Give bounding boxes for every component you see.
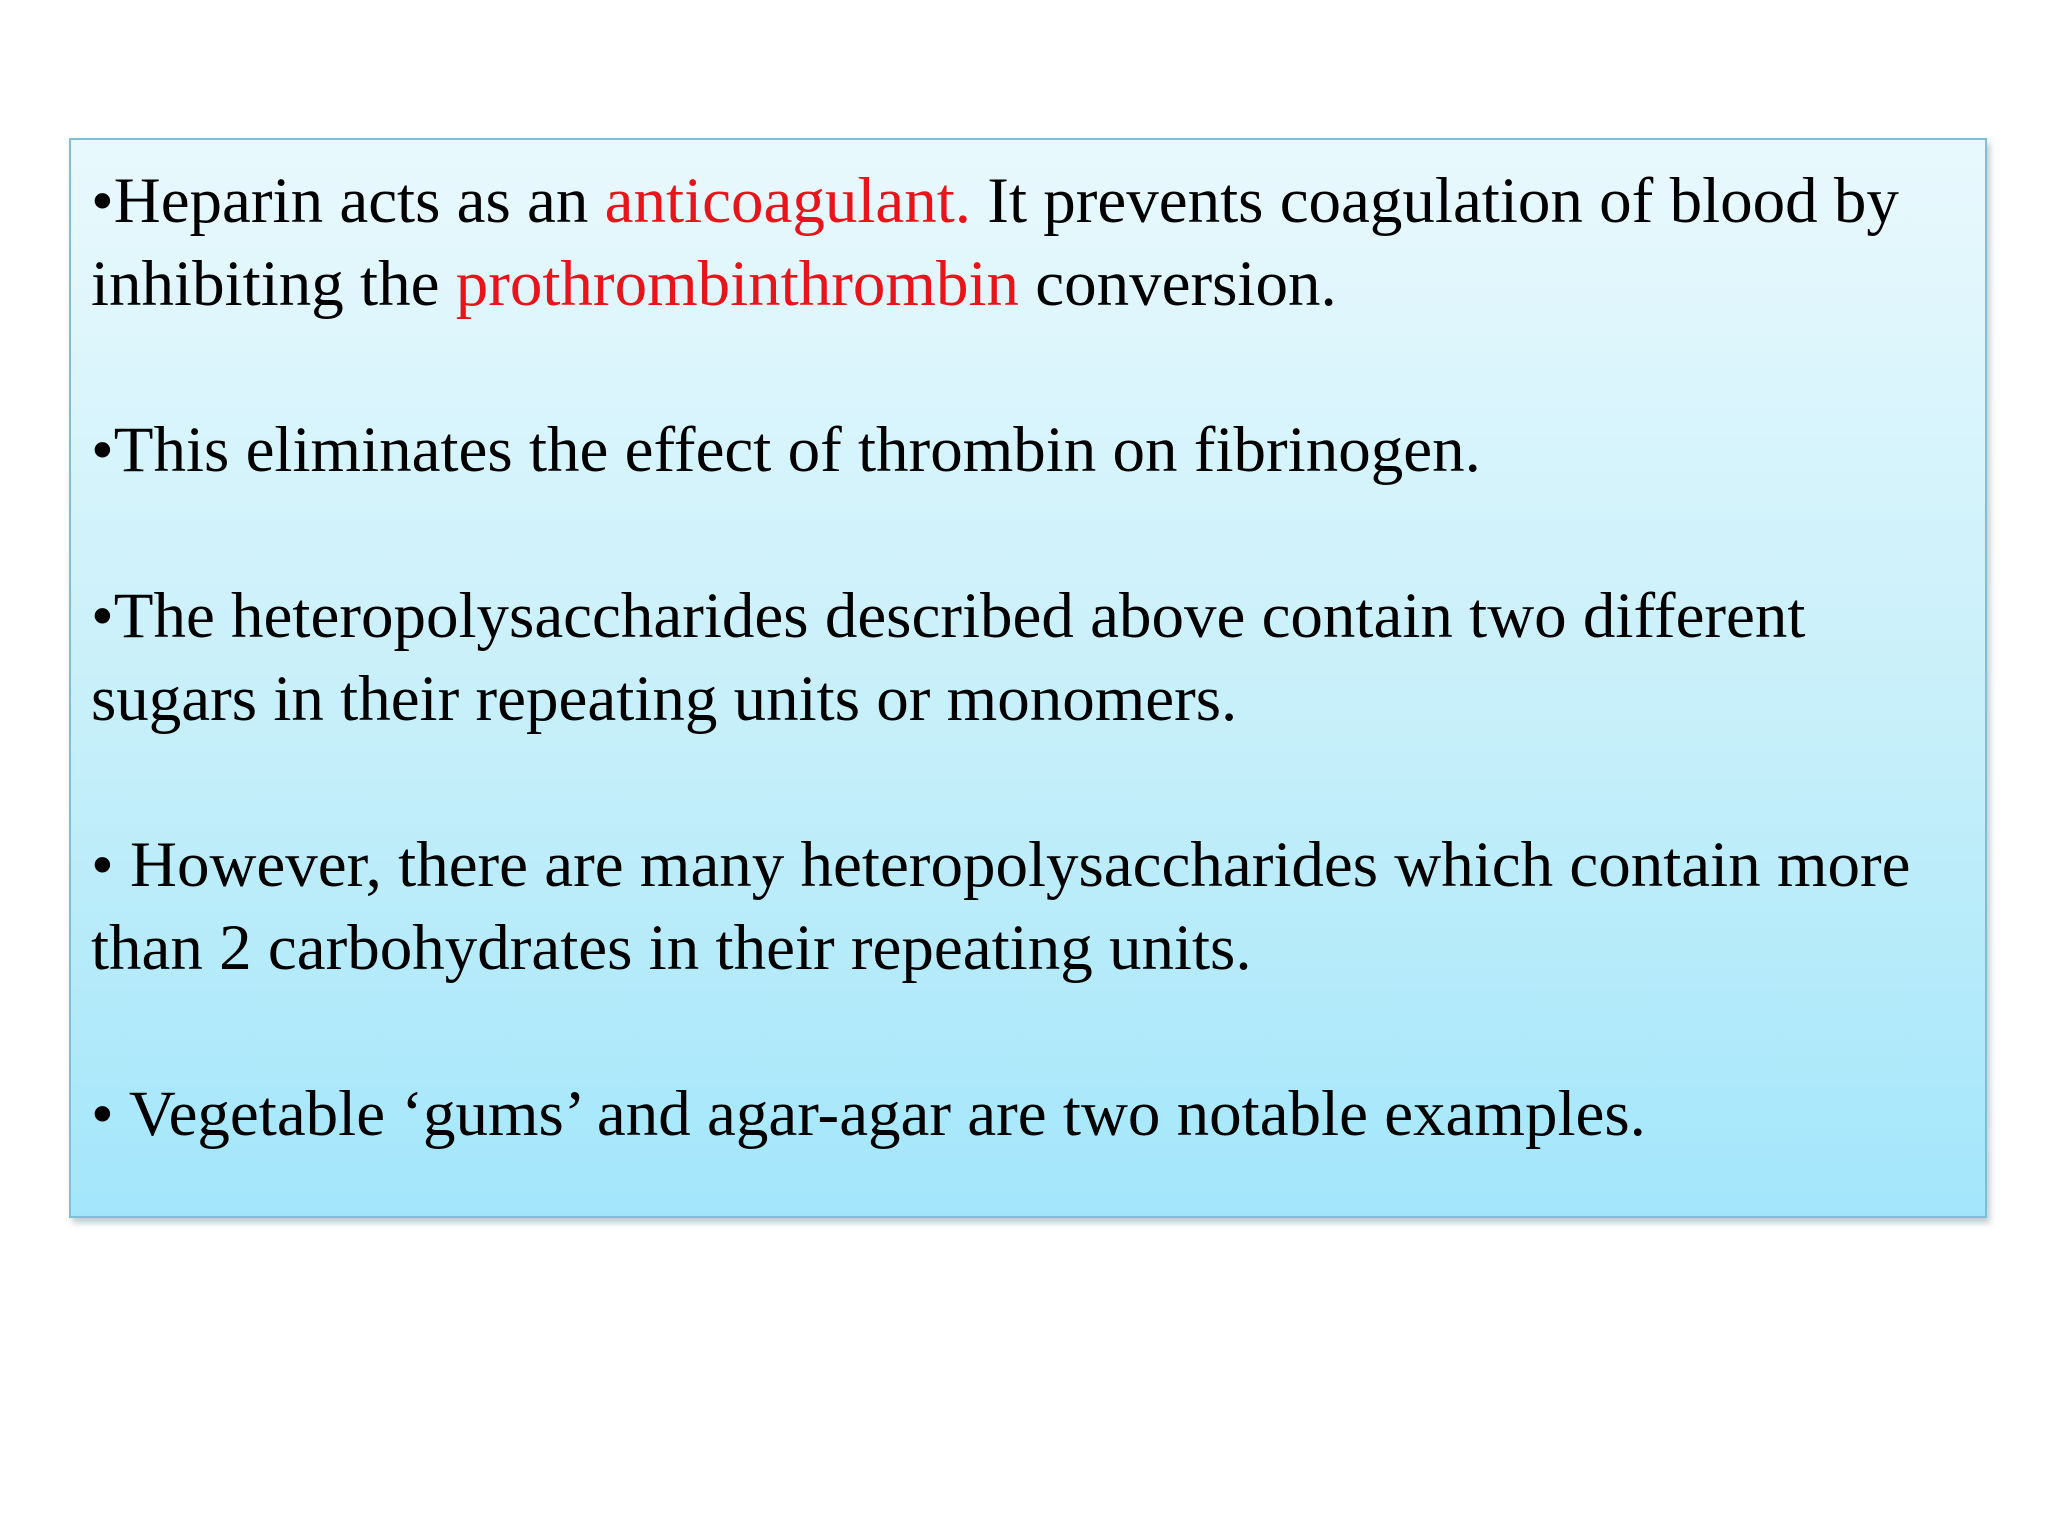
bullet-many-carbohydrates bbox=[91, 824, 1961, 990]
bullet-text: •The heteropolysaccharides described above contain two different sugars in their repeating units or monomers. bbox=[91, 580, 1806, 735]
bullet-text: conversion. bbox=[1019, 248, 1337, 320]
bullet-text: • However, there are many heteropolysaccharides which contain more than 2 carbohydrates in their repeating units. bbox=[91, 829, 1911, 984]
highlight-prothrombinthrombin: prothrombinthrombin bbox=[455, 248, 1020, 320]
bullet-thrombin-effect bbox=[91, 409, 1961, 492]
bullet-text: • Vegetable ‘gums’ and agar-agar are two notable examples. bbox=[91, 1078, 1646, 1150]
bullet-text: It prevents coagulation of blood by inhibiting the bbox=[91, 165, 1899, 320]
bullet-text: •This eliminates the effect of thrombin on fibrinogen. bbox=[91, 414, 1481, 486]
highlight-anticoagulant: anticoagulant. bbox=[604, 165, 972, 237]
bullet-two-sugars bbox=[91, 575, 1961, 741]
bullet-examples bbox=[91, 1073, 1961, 1156]
content-box bbox=[69, 138, 1987, 1218]
bullet-text: •Heparin acts as an bbox=[91, 165, 605, 237]
bullet-heparin bbox=[91, 160, 1961, 326]
